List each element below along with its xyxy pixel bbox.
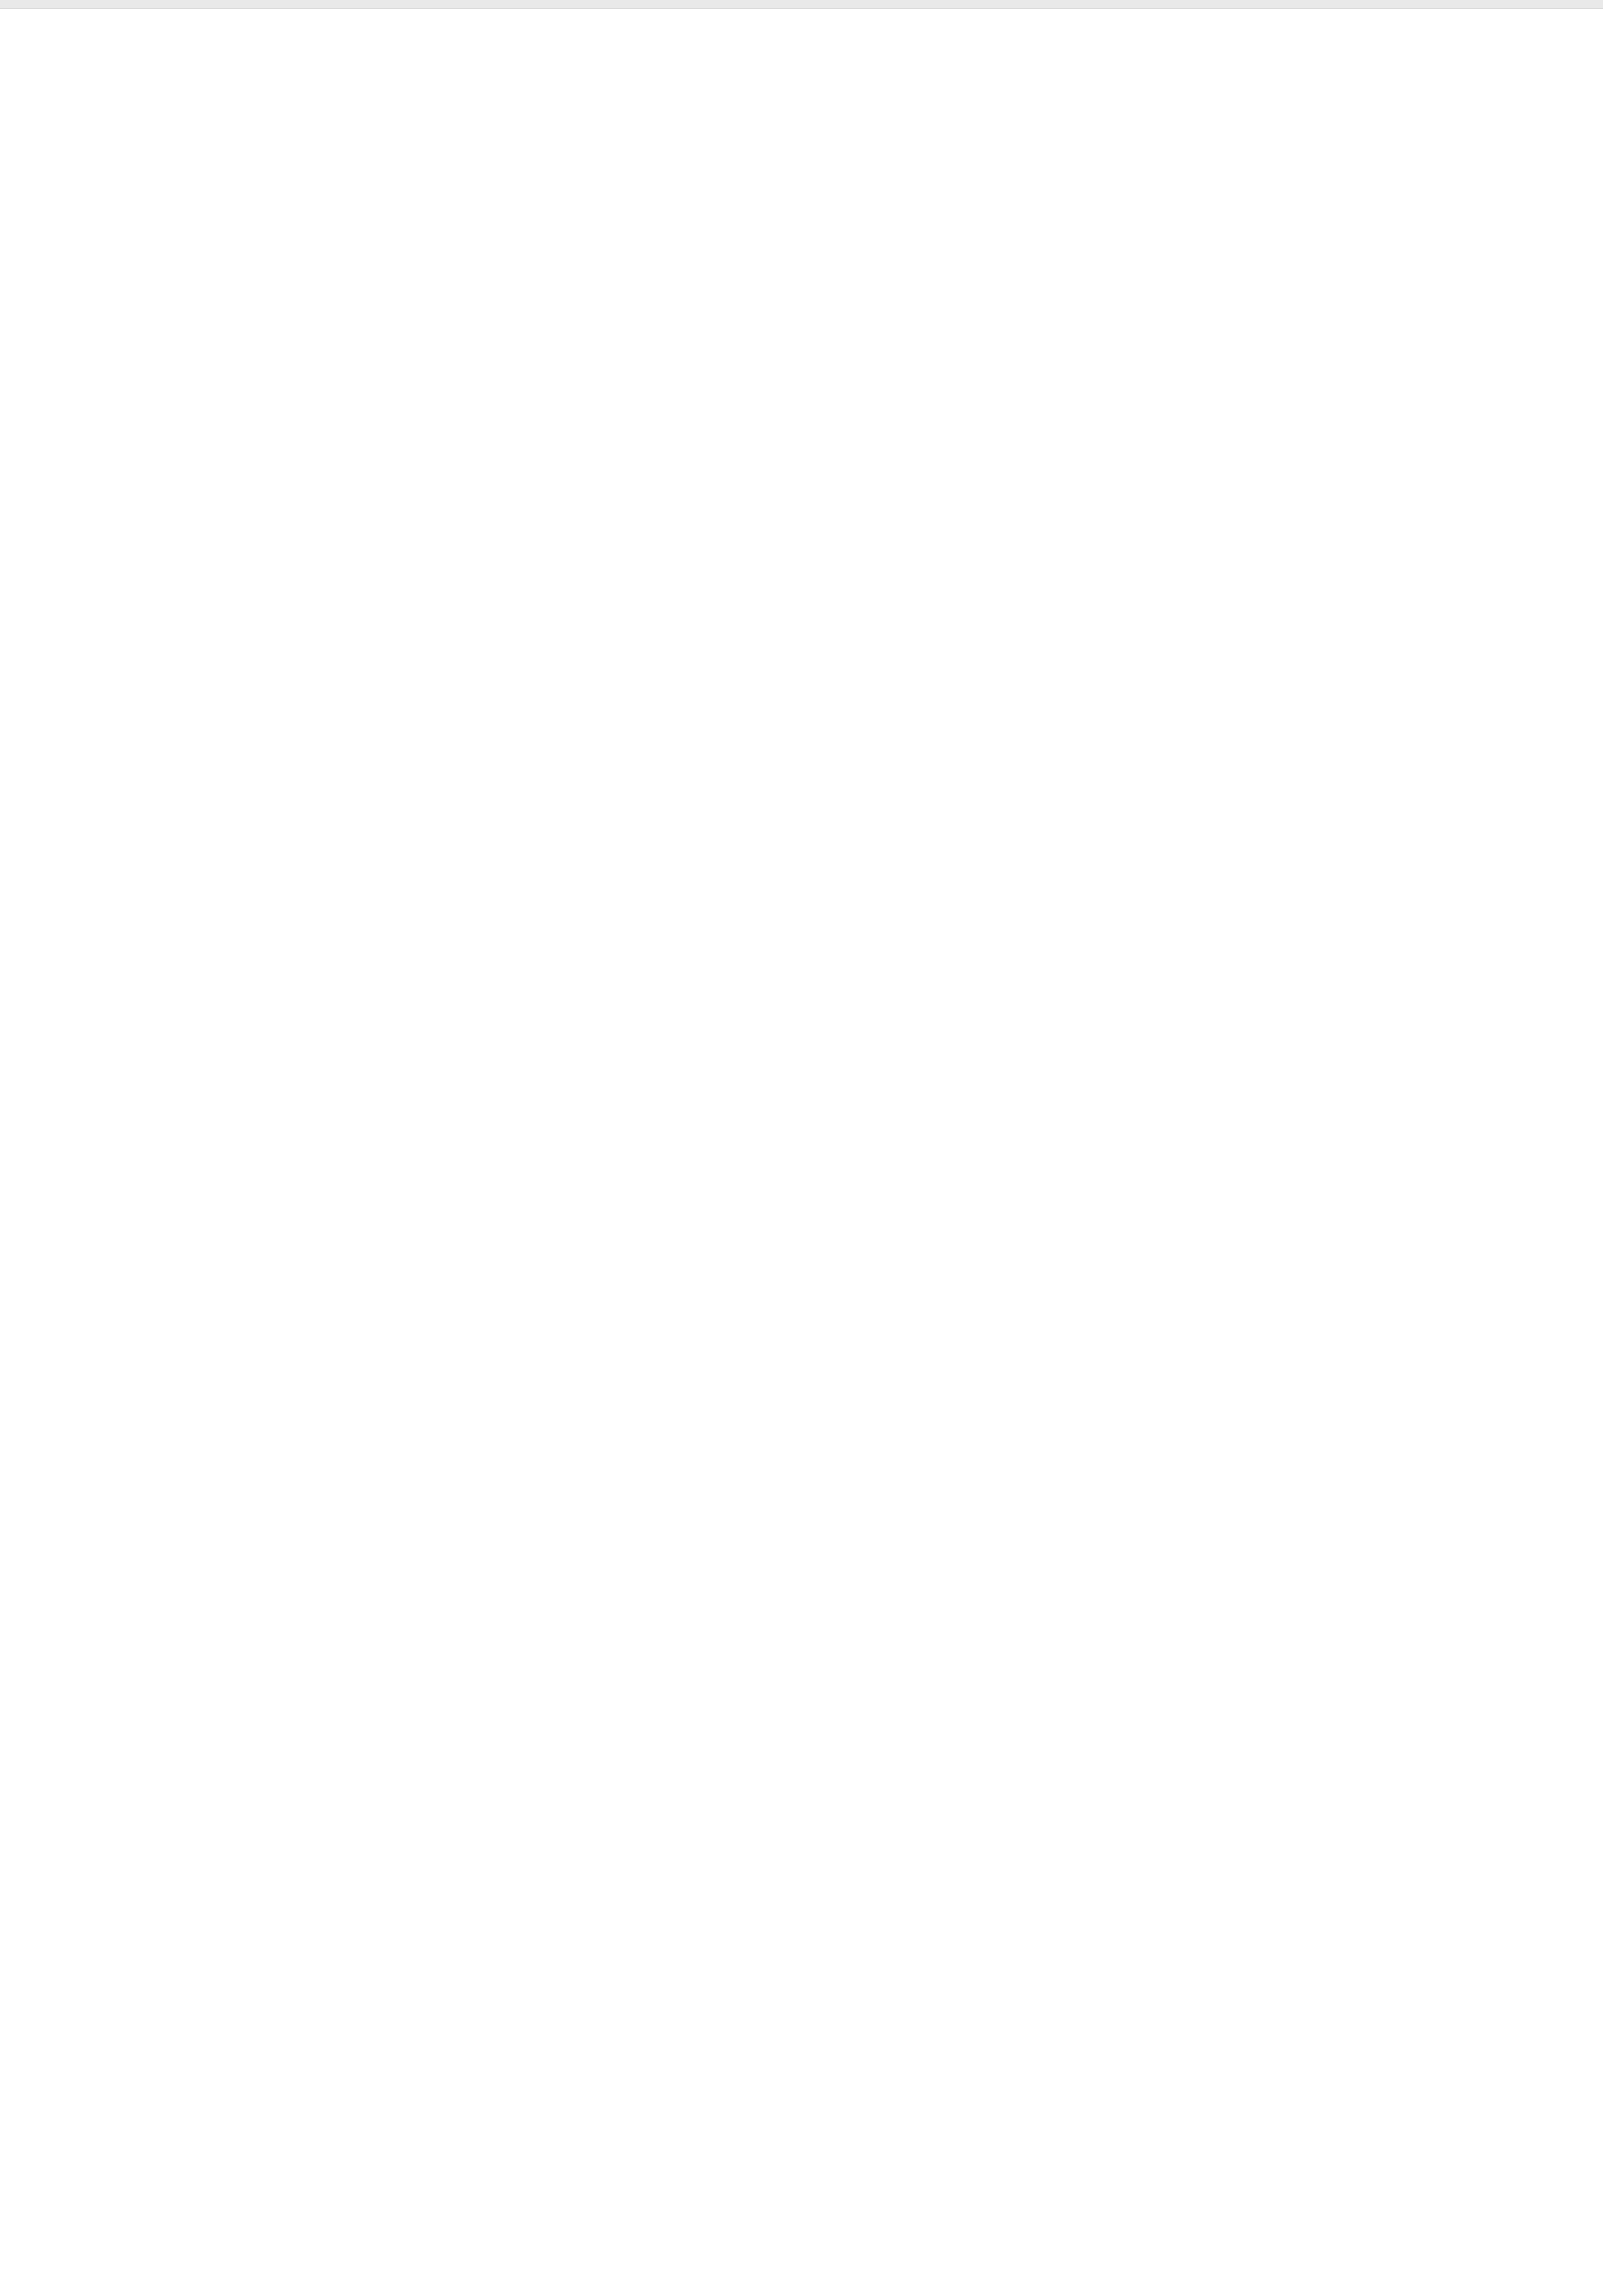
main-content (0, 9, 1603, 2296)
title-bar (0, 0, 1603, 9)
